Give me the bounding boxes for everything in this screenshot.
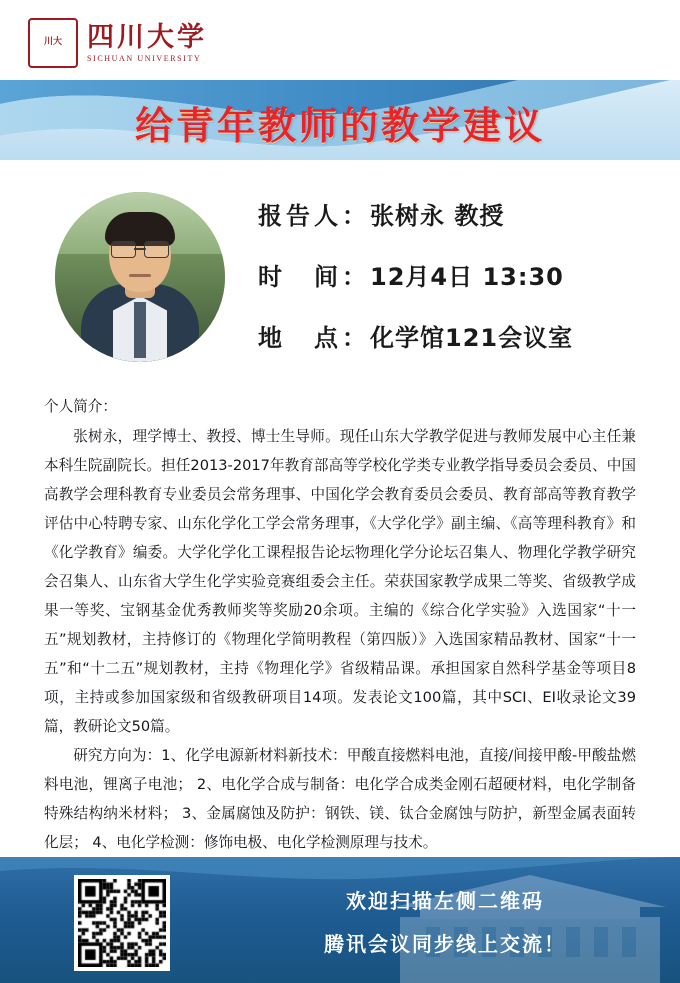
qr-code-canvas bbox=[78, 879, 166, 967]
place-row bbox=[258, 318, 573, 353]
biography-section bbox=[44, 392, 636, 857]
university-logo-text bbox=[87, 21, 207, 63]
footer-message bbox=[255, 885, 635, 971]
poster-footer bbox=[0, 857, 680, 983]
university-name-cn: 四川大学 bbox=[87, 21, 207, 53]
place-label: 地 点： bbox=[258, 324, 370, 352]
time-label: 时 间： bbox=[258, 263, 370, 291]
info-zone bbox=[0, 170, 680, 370]
glasses-lens-right bbox=[144, 241, 169, 258]
speaker-label: 报告人： bbox=[258, 202, 370, 230]
time-row bbox=[258, 257, 573, 292]
glasses-lens-left bbox=[111, 241, 136, 258]
university-logo bbox=[28, 18, 207, 68]
portrait-tie bbox=[134, 302, 146, 358]
portrait-mouth bbox=[129, 274, 151, 277]
title-band bbox=[0, 80, 680, 165]
event-details bbox=[258, 196, 573, 379]
footer-line-1: 欢迎扫描左侧二维码 bbox=[346, 889, 544, 913]
portrait-glasses-icon bbox=[111, 241, 169, 256]
speaker-value: 张树永 教授 bbox=[370, 202, 505, 230]
biography-paragraph-2: 研究方向为：1、化学电源新材料新技术：甲酸直接燃料电池，直接/间接甲酸-甲酸盐燃料电池，锂离子电池； 2、电化学合成与制备：电化学合成类金刚石超硬材料，电化学制备特殊结构纳米材料； 3、金属腐蚀及防护：钢铁、镁、钛合金腐蚀与防护，新型金属表面转化层； 4、电化学检测：修饰电极、电化学检测原理与技术。 bbox=[44, 747, 636, 851]
footer-line-2: 腾讯会议同步线上交流！ bbox=[324, 932, 566, 956]
university-name-en: SICHUAN UNIVERSITY bbox=[87, 53, 202, 63]
page-title: 给青年教师的教学建议 bbox=[134, 104, 545, 148]
biography-paragraph-1: 张树永，理学博士、教授、博士生导师。现任山东大学教学促进与教师发展中心主任兼本科生院副院长。担任2013-2017年教育部高等学校化学类专业教学指导委员会委员、中国高教学会理科教育专业委员会常务理事、中国化学会教育委员会委员、教育部高等教育教学评估中心特聘专家、山东化学化工学会常务理事，《大学化学》副主编、《高等理科教育》和《化学教育》编委。大学化学化工课程报告论坛物理化学分论坛召集人、物理化学教学研究会召集人、山东省大学生化学实验竞赛组委会主任。荣获国家教学成果二等奖、省级教学成果一等奖、宝钢基金优秀教师奖等奖励20余项。主编的《综合化学实验》入选国家“十一五”规划教材，主持修订的《物理化学简明教程（第四版）》入选国家精品教材、国家“十一五”和“十二五”规划教材，主持《物理化学》省级精品课。承担国家自然科学基金等项目8项，主持或参加国家级和省级教研项目14项。发表论文100篇，其中SCI、EI收录论文39篇，教研论文50篇。 bbox=[44, 428, 636, 735]
biography-heading: 个人简介： bbox=[44, 398, 117, 415]
speaker-row bbox=[258, 196, 573, 231]
speaker-portrait bbox=[55, 192, 225, 362]
place-value: 化学馆121会议室 bbox=[370, 324, 574, 352]
time-value: 12月4日 13:30 bbox=[370, 263, 564, 291]
qr-code[interactable] bbox=[74, 875, 170, 971]
university-seal-icon: 川大 bbox=[28, 18, 78, 68]
